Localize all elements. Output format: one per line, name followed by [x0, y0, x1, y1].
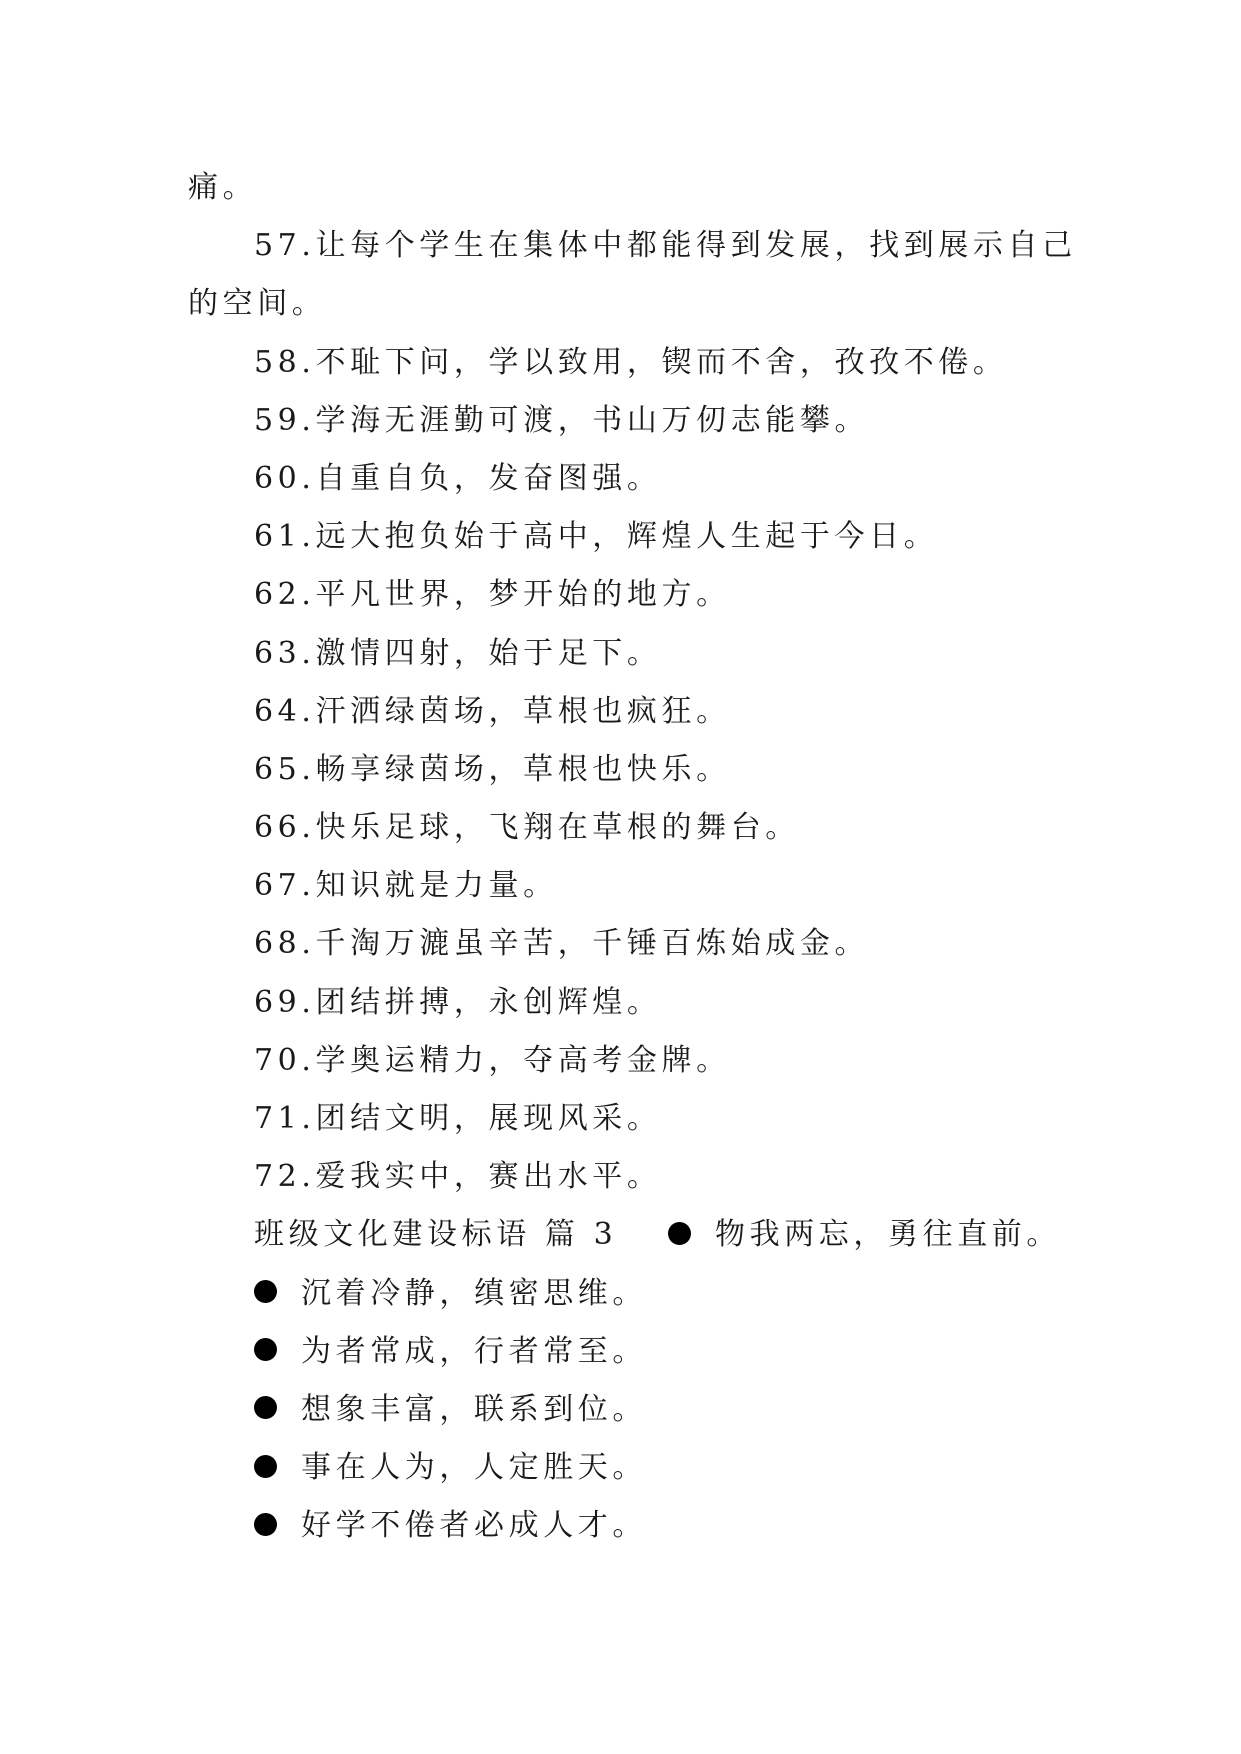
bullet-item — [188, 1381, 1068, 1439]
bullet-dot-icon — [668, 1222, 691, 1245]
bullet-item — [188, 1439, 1068, 1497]
paragraph-57-line-1: 57.让每个学生在集体中都能得到发展，找到展示自己 — [254, 228, 1077, 264]
document-body — [188, 159, 1077, 1556]
bullet-text: 为者常成，行者常至。 — [301, 1333, 647, 1369]
paragraph-56-tail: 痛。 — [188, 170, 258, 205]
bullet-item — [188, 1265, 1068, 1323]
bullet-dot-icon — [254, 1338, 277, 1361]
bullet-dot-icon — [254, 1455, 277, 1478]
section-3-heading-row — [188, 1206, 1068, 1264]
slogan-63: 63.激情四射，始于足下。 — [254, 635, 662, 671]
bullet-text: 事在人为，人定胜天。 — [301, 1450, 647, 1486]
slogan-68: 68.千淘万漉虽辛苦，千锤百炼始成金。 — [254, 926, 870, 962]
slogan-58: 58.不耻下问，学以致用，锲而不舍，孜孜不倦。 — [254, 344, 1008, 380]
bullet-dot-icon — [254, 1280, 277, 1303]
slogan-65: 65.畅享绿茵场，草根也快乐。 — [254, 751, 731, 787]
slogan-66: 66.快乐足球，飞翔在草根的舞台。 — [254, 810, 800, 846]
bullet-text: 沉着冷静，缜密思维。 — [301, 1275, 647, 1311]
paragraph-57-line-2: 的空间。 — [188, 286, 327, 322]
slogan-72: 72.爱我实中，赛出水平。 — [254, 1159, 662, 1195]
slogan-71: 71.团结文明，展现风采。 — [254, 1101, 662, 1136]
slogan-59: 59.学海无涯勤可渡，书山万仞志能攀。 — [254, 402, 870, 438]
bullet-text: 好学不倦者必成人才。 — [301, 1508, 647, 1544]
bullet-text: 想象丰富，联系到位。 — [301, 1391, 647, 1427]
slogan-70: 70.学奥运精力，夺高考金牌。 — [254, 1042, 731, 1078]
bullet-dot-icon — [254, 1513, 277, 1536]
slogan-67: 67.知识就是力量。 — [254, 868, 558, 904]
slogan-62: 62.平凡世界，梦开始的地方。 — [254, 577, 731, 613]
bullet-item — [188, 1497, 1068, 1555]
slogan-60: 60.自重自负，发奋图强。 — [254, 460, 662, 496]
section-3-heading: 班级文化建设标语 篇 3 — [254, 1217, 618, 1253]
slogan-61: 61.远大抱负始于高中，辉煌人生起于今日。 — [254, 519, 939, 555]
bullet-item — [668, 1206, 1061, 1264]
slogan-64: 64.汗洒绿茵场，草根也疯狂。 — [254, 693, 731, 729]
bullet-item — [188, 1323, 1068, 1381]
bullet-dot-icon — [254, 1396, 277, 1419]
slogan-69: 69.团结拼搏，永创辉煌。 — [254, 984, 662, 1020]
bullet-text: 物我两忘，勇往直前。 — [715, 1217, 1061, 1253]
